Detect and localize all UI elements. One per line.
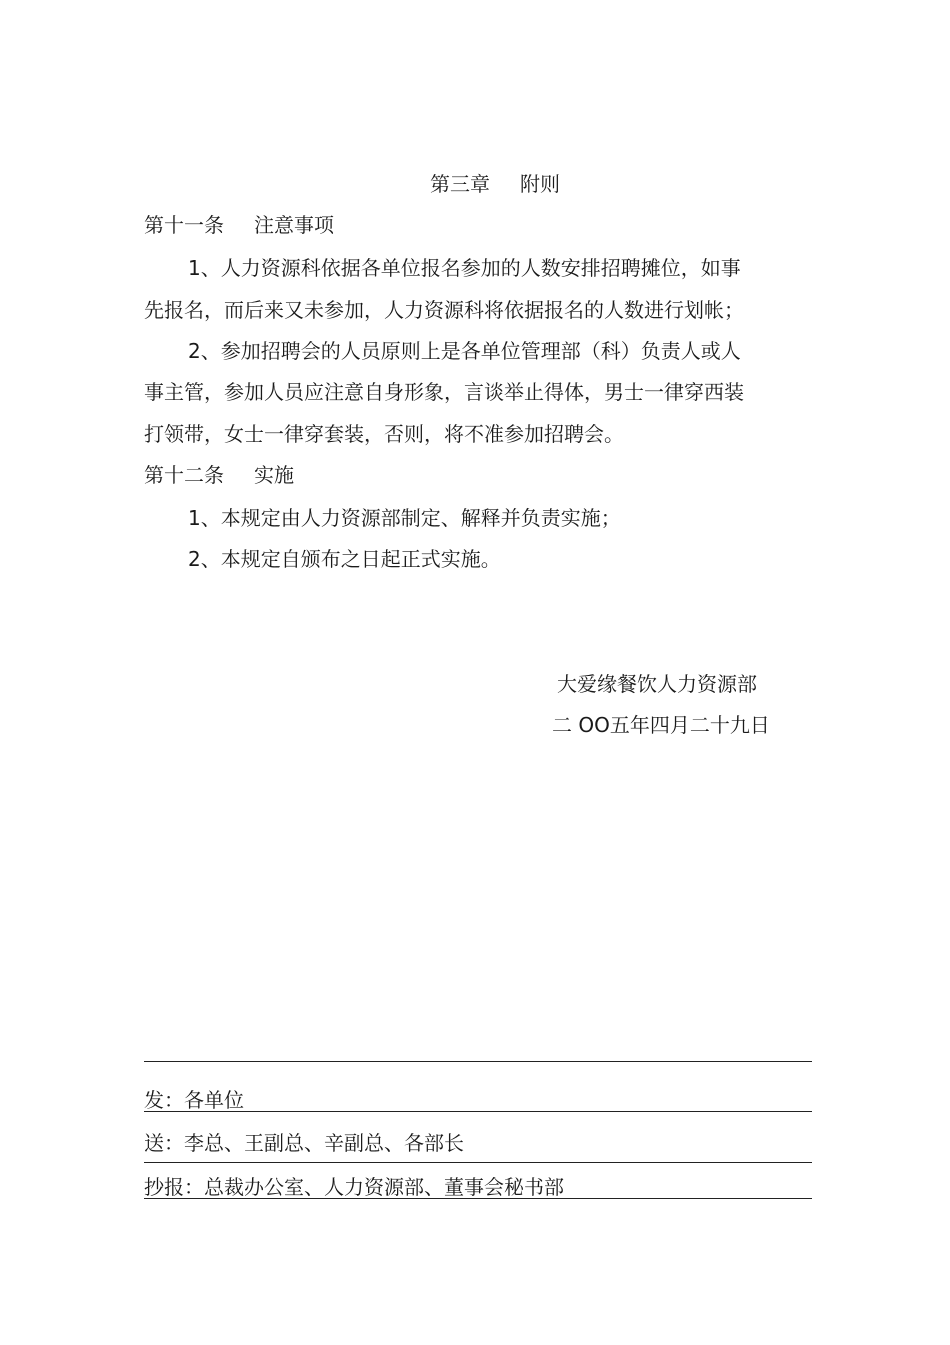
article-11-item-1-line-1: 1、人力资源科依据各单位报名参加的人数安排招聘摊位，如事 <box>188 256 741 280</box>
article-number: 第十一条 <box>144 213 224 237</box>
distribution-rule-2 <box>144 1162 812 1163</box>
article-11-item-2-line-3: 打领带，女士一律穿套装，否则，将不准参加招聘会。 <box>144 422 624 446</box>
article-title: 注意事项 <box>254 213 334 237</box>
article-12-item-2: 2、本规定自颁布之日起正式实施。 <box>188 547 501 571</box>
article-heading-11 <box>144 212 334 238</box>
article-heading-12 <box>144 462 294 488</box>
article-11-item-2-line-2: 事主管，参加人员应注意自身形象，言谈举止得体，男士一律穿西装 <box>144 380 744 404</box>
signature-organization: 大爱缘餐饮人力资源部 <box>557 672 757 696</box>
distribution-deliver-to: 送：李总、王副总、辛副总、各部长 <box>144 1131 464 1155</box>
distribution-top-rule <box>144 1061 812 1062</box>
article-number: 第十二条 <box>144 463 224 487</box>
distribution-send-to: 发：各单位 <box>144 1088 244 1112</box>
distribution-rule-3 <box>144 1198 812 1199</box>
article-title: 实施 <box>254 463 294 487</box>
signature-date: 二 OO五年四月二十九日 <box>552 713 770 737</box>
distribution-copy-to: 抄报：总裁办公室、人力资源部、董事会秘书部 <box>144 1175 564 1199</box>
chapter-number: 第三章 <box>430 172 490 196</box>
article-12-item-1: 1、本规定由人力资源部制定、解释并负责实施； <box>188 506 621 530</box>
chapter-name: 附则 <box>520 172 560 196</box>
article-11-item-1-line-2: 先报名，而后来又未参加，人力资源科将依据报名的人数进行划帐； <box>144 298 744 322</box>
article-11-item-2-line-1: 2、参加招聘会的人员原则上是各单位管理部（科）负责人或人 <box>188 339 741 363</box>
chapter-title <box>430 171 560 197</box>
distribution-rule-1 <box>144 1111 812 1112</box>
